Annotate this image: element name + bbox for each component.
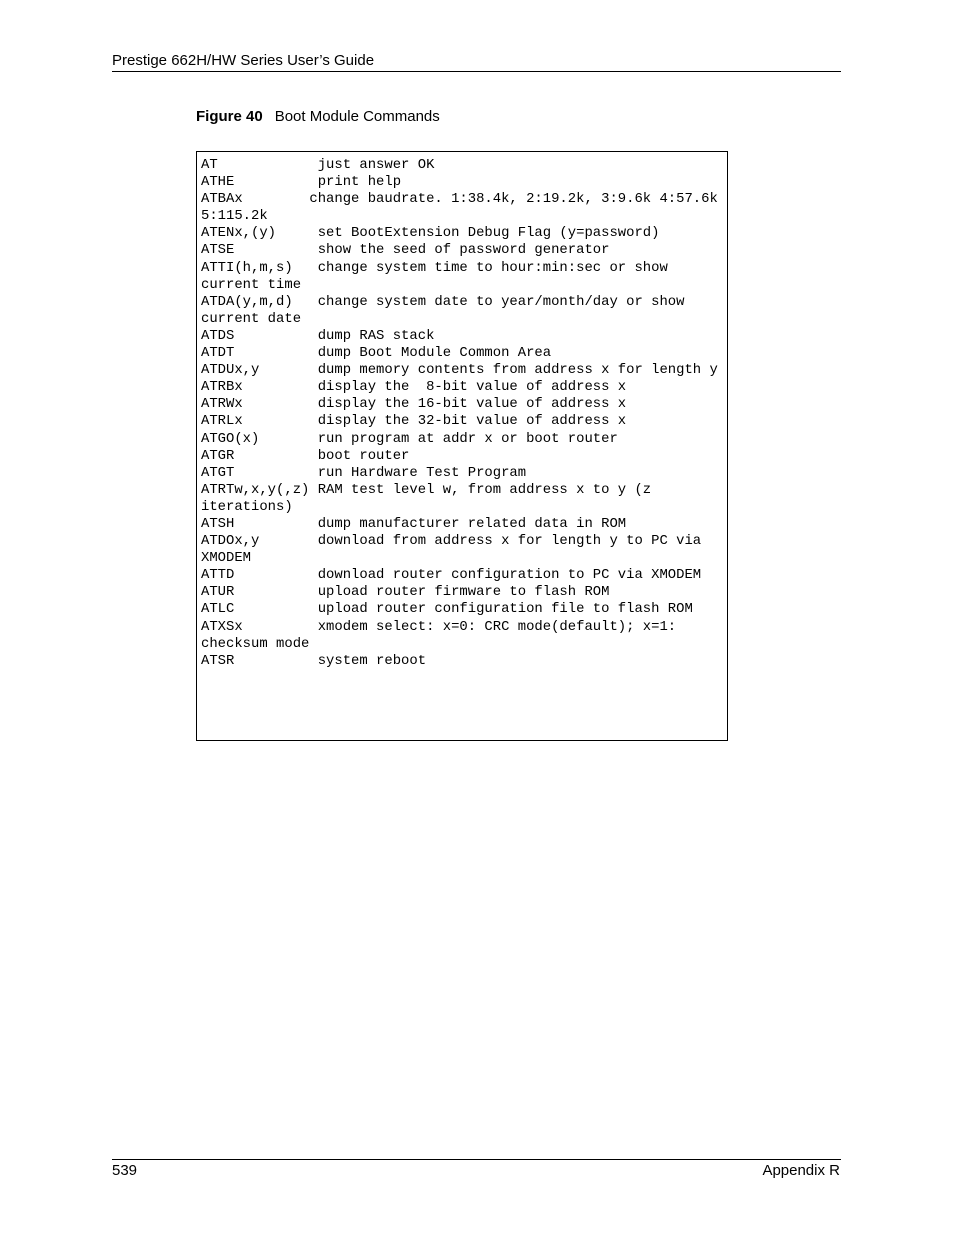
- page-number: 539: [112, 1162, 138, 1179]
- figure-title: Boot Module Commands: [274, 108, 440, 125]
- figure-label: Figure 40: [196, 108, 263, 125]
- footer-section-label: Appendix R: [762, 1162, 840, 1179]
- boot-module-commands-listing: AT just answer OK ATHE print help ATBAx change baudrate. 1:38.4k, 2:19.2k, 3:9.6k 4:57.6k 5:115.2k ATENx,(y) set BootExtension Debug Flag (y=password) ATSE show the seed of password generator ATTI(h,m,s) change system time to hour:min:sec or show current time ATDA(y,m,d) change system date to year/month/day or show current date ATDS dump RAS stack ATDT dump Boot Module Common Area ATDUx,y dump memory contents from address x for length y ATRBx display the 8-bit value of address x ATRWx display the 16-bit value of address x ATRLx display the 32-bit value of address x ATGO(x) run program at addr x or boot router ATGR boot router ATGT run Hardware Test Program ATRTw,x,y(,z) RAM test level w, from address x to y (z iterations) ATSH dump manufacturer related data in ROM ATDOx,y download from address x for length y to PC via XMODEM ATTD download router configuration to PC via XMODEM ATUR upload router firmware to flash ROM ATLC upload router configuration file to flash ROM ATXSx xmodem select: x=0: CRC mode(default); x=1: checksum mode ATSR system reboot: [201, 157, 718, 669]
- code-listing-box: [196, 151, 728, 741]
- running-header-title: Prestige 662H/HW Series User’s Guide: [112, 52, 375, 69]
- footer-divider: [112, 1159, 841, 1160]
- figure-caption: [196, 108, 440, 126]
- header-divider: [112, 71, 841, 72]
